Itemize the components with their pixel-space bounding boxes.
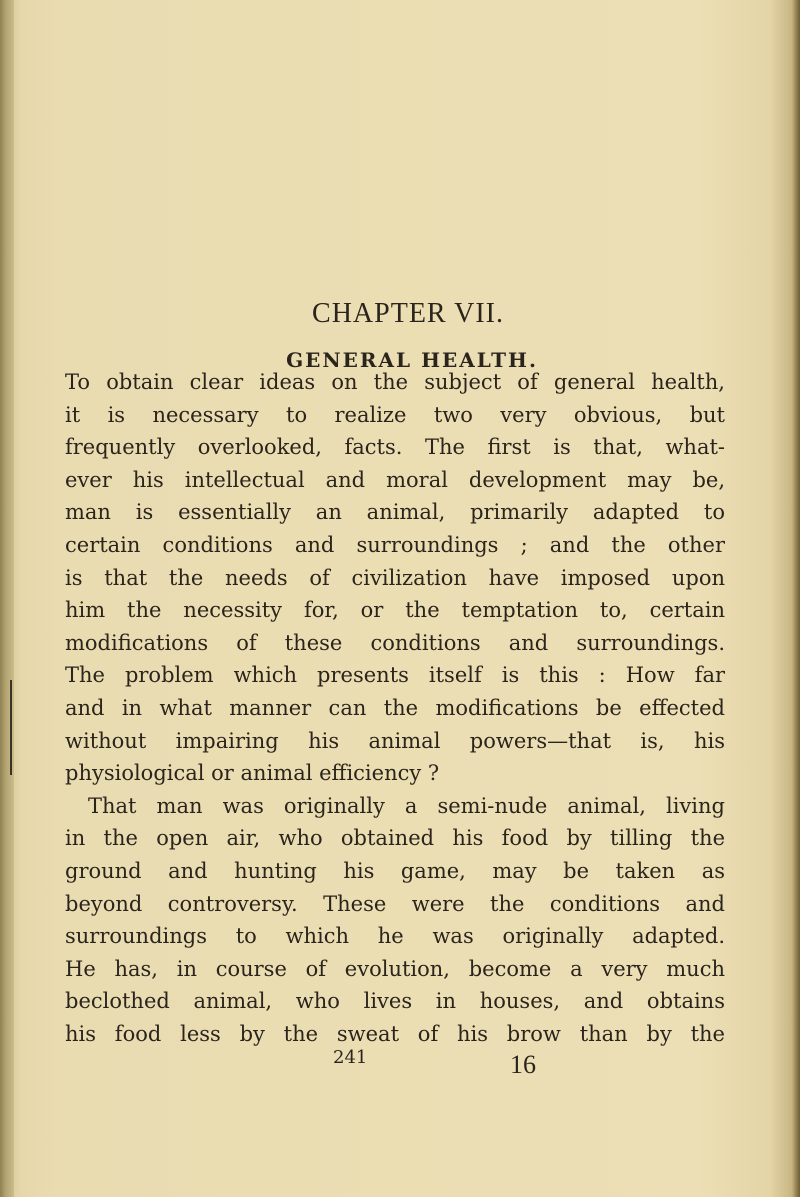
text-line: He has, in course of evolution, become a very much [65,956,725,981]
binding-mark [10,680,12,775]
section-heading: GENERAL HEALTH. [286,348,538,372]
chapter-heading: CHAPTER VII. [312,298,504,329]
signature-mark: 16 [510,1050,536,1079]
text-line: man is essentially an animal, primarily adapted to [65,500,725,525]
text-line: frequently overlooked, facts. The first is that, what- [65,435,725,460]
text-line: ever his intellectual and moral development may be, [65,467,725,492]
text-line: without impairing his animal powers—that is, his [65,728,725,753]
text-line: That man was originally a semi-nude animal, living [88,793,725,818]
text-line: modifications of these conditions and surroundings. [65,630,725,655]
book-binding [0,0,14,1197]
text-line: ground and hunting his game, may be taken as [65,858,725,883]
text-line: it is necessary to realize two very obvious, but [65,402,725,427]
text-line: surroundings to which he was originally adapted. [65,924,725,949]
text-line: him the necessity for, or the temptation to, certain [65,598,725,623]
text-line: certain conditions and surroundings ; and the other [65,532,725,557]
text-line: beyond controversy. These were the conditions and [65,891,725,916]
text-line: The problem which presents itself is this : How far [65,663,725,688]
text-line: his food less by the sweat of his brow than by the [65,1021,725,1046]
text-line: physiological or animal efficiency ? [65,761,440,786]
body-text [65,366,725,1050]
text-line: is that the needs of civilization have imposed upon [65,565,725,590]
page-edge [792,0,800,1197]
text-line: beclothed animal, who lives in houses, and obtains [65,989,725,1014]
page-number: 241 [333,1047,368,1068]
text-line: and in what manner can the modifications be effected [65,695,725,720]
text-line: To obtain clear ideas on the subject of general health, [65,370,725,394]
text-line: in the open air, who obtained his food by tilling the [65,826,725,851]
